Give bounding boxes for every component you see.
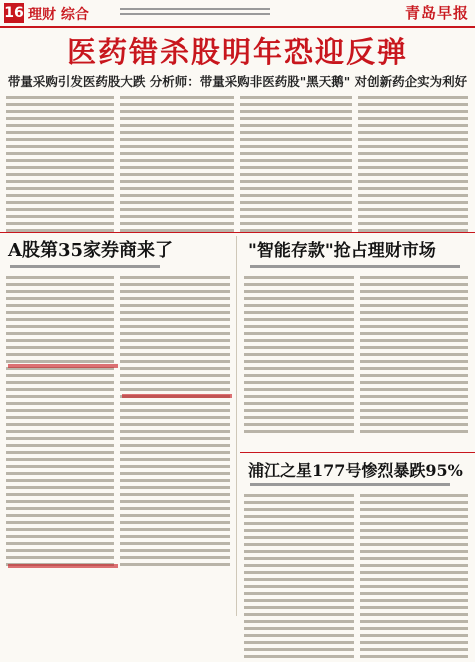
lead-article-col-2 — [120, 96, 234, 236]
section-subhead-right-top — [250, 262, 460, 268]
section-headline-left: A股第35家券商来了 — [8, 240, 174, 261]
section-subhead-left — [10, 262, 160, 268]
masthead-logo: 青岛早报 — [404, 4, 469, 22]
column-divider — [236, 236, 237, 616]
left-section-col-1 — [6, 276, 114, 570]
right-bottom-col-2 — [360, 494, 468, 662]
left-section-inner-headline-1 — [8, 362, 118, 368]
section-name: 理财 综合 — [28, 7, 89, 23]
section-headline-right-bottom: 浦江之星177号惨烈暴跌95% — [248, 461, 463, 480]
right-top-col-2 — [360, 276, 468, 437]
page-header-bar — [0, 0, 475, 28]
section-subhead-right-bottom — [250, 480, 450, 486]
lead-article-col-4 — [358, 96, 468, 236]
lead-article-col-3 — [240, 96, 352, 236]
page-number: 16 — [4, 5, 24, 21]
section-divider — [0, 232, 475, 233]
left-section-inner-headline-2 — [122, 392, 232, 398]
right-top-col-1 — [244, 276, 354, 437]
right-bottom-col-1 — [244, 494, 354, 662]
header-meta-text — [120, 5, 270, 18]
left-section-col-2 — [120, 276, 230, 570]
main-headline: 医药错杀股明年恐迎反弹 — [66, 35, 408, 69]
section-headline-right-top: "智能存款"抢占理财市场 — [248, 241, 436, 261]
main-subheadline: 带量采购引发医药股大跌 分析师：带量采购非医药股"黑天鹅" 对创新药企实为利好 — [7, 74, 468, 89]
section-divider-right — [240, 452, 475, 453]
lead-article-col-1 — [6, 96, 114, 236]
left-section-inner-headline-3 — [8, 562, 118, 568]
